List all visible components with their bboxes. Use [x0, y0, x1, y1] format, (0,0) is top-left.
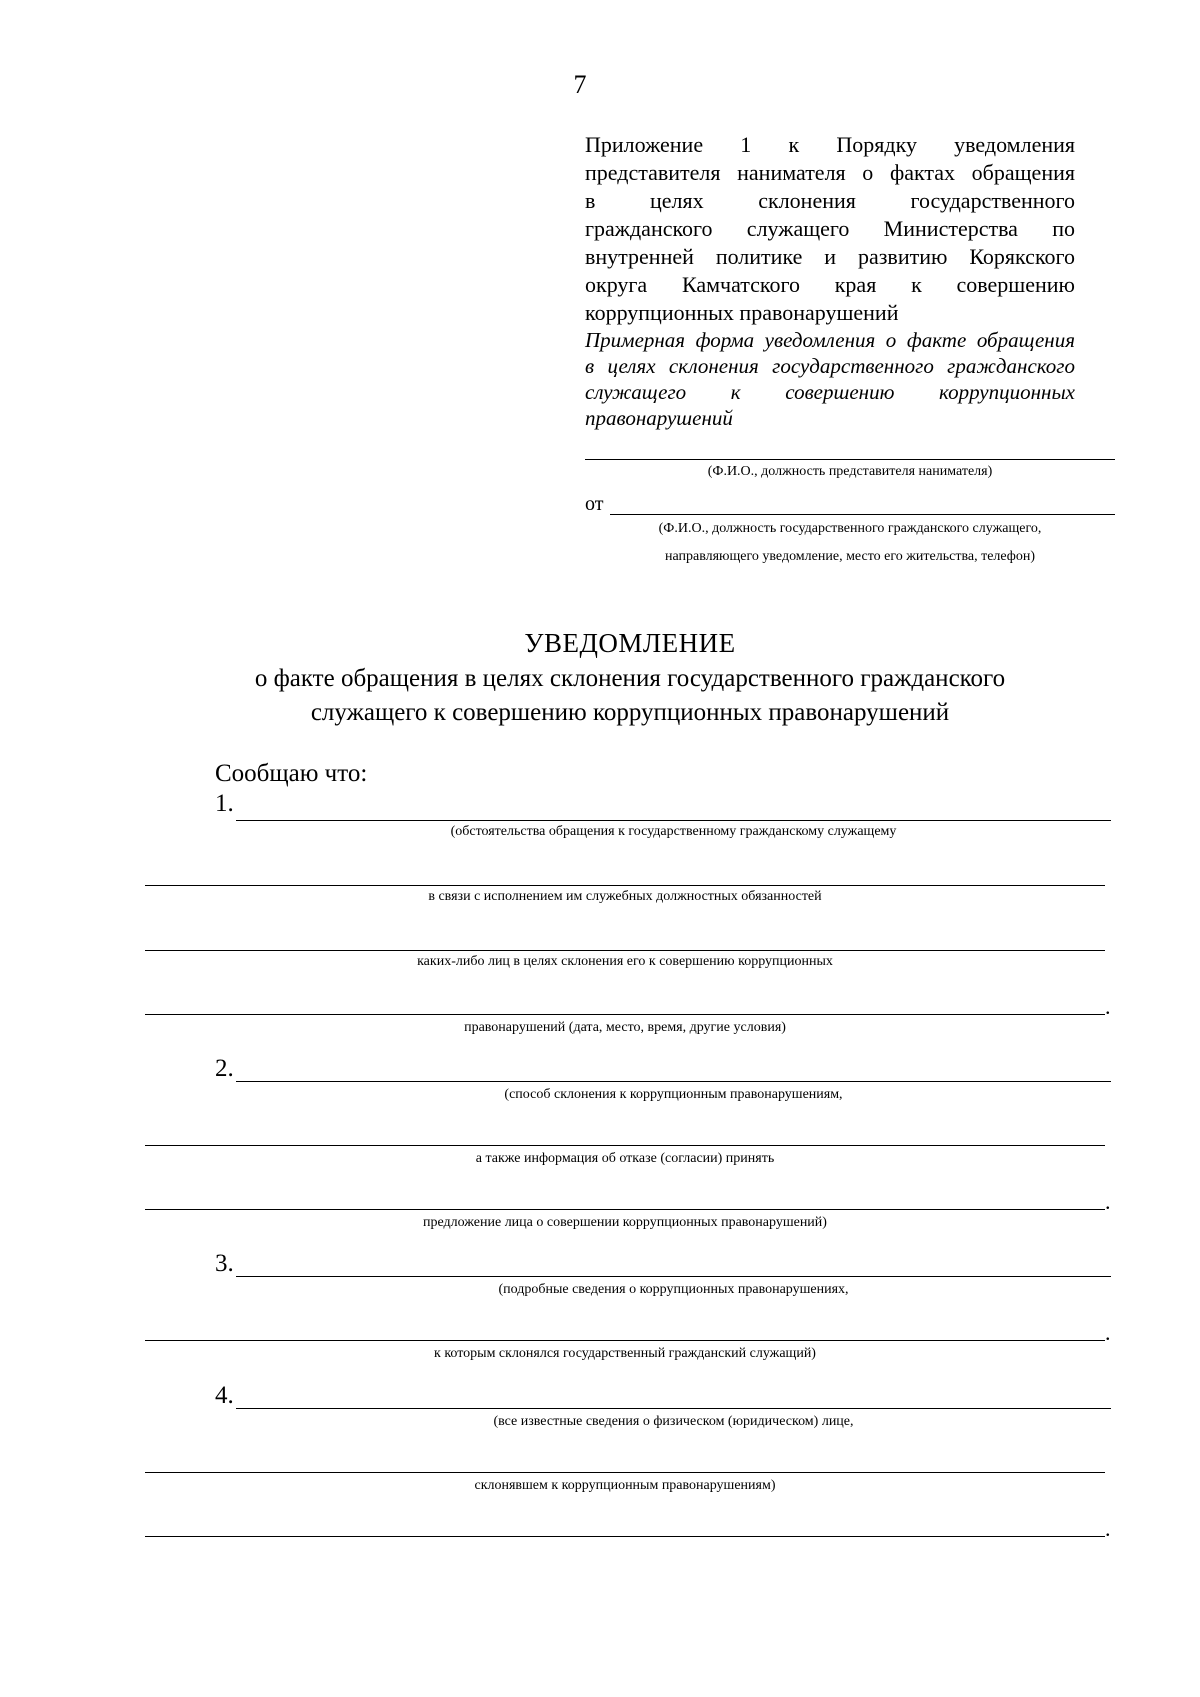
fill-line[interactable] — [236, 1276, 1111, 1277]
recipient-line[interactable] — [585, 459, 1115, 460]
sender-caption: направляющего уведомление, место его жительства, телефон) — [664, 549, 1036, 564]
item-number: 2. — [215, 1055, 234, 1082]
line-terminator: . — [1105, 994, 1111, 1019]
field-caption: (обстоятельства обращения к государственному гражданскому служащему — [450, 824, 897, 839]
appendix-line: представителя нанимателя о фактах обращения — [585, 160, 1075, 185]
field-caption: предложение лица о совершении коррупционных правонарушений) — [423, 1215, 827, 1230]
field-caption: правонарушений (дата, место, время, другие условия) — [464, 1020, 786, 1035]
item-number: 3. — [215, 1250, 234, 1277]
item-number: 1. — [215, 790, 234, 817]
appendix-line: Приложение 1 к Порядку уведомления — [585, 132, 1075, 157]
document-title: УВЕДОМЛЕНИЕ — [524, 628, 736, 658]
appendix-line: округа Камчатского края к совершению — [585, 272, 1075, 297]
item-number: 4. — [215, 1382, 234, 1409]
form-title-line: служащего к совершению коррупционных — [585, 380, 1075, 404]
fill-line[interactable] — [145, 1472, 1105, 1473]
appendix-line: коррупционных правонарушений — [585, 300, 899, 325]
subtitle-line: о факте обращения в целях склонения государственного гражданского — [254, 665, 1006, 692]
fill-line[interactable] — [145, 1340, 1105, 1341]
intro-text: Сообщаю что: — [215, 760, 368, 787]
field-caption: каких-либо лиц в целях склонения его к совершению коррупционных — [417, 954, 833, 969]
fill-line[interactable] — [236, 1408, 1111, 1409]
field-caption: склонявшем к коррупционным правонарушениям) — [474, 1478, 776, 1493]
document-subtitle — [0, 662, 1200, 730]
form-title-line: Примерная форма уведомления о факте обращения — [585, 328, 1075, 352]
appendix-line: внутренней политике и развитию Корякского — [585, 244, 1075, 269]
line-terminator: . — [1105, 1516, 1111, 1541]
form-title-line: в целях склонения государственного гражданского — [585, 354, 1075, 378]
line-terminator: . — [1105, 1320, 1111, 1345]
fill-line[interactable] — [145, 1014, 1105, 1015]
page-number: 7 — [573, 70, 587, 99]
fill-line[interactable] — [145, 1209, 1105, 1210]
subtitle-line: служащего к совершению коррупционных правонарушений — [310, 699, 950, 726]
field-caption: в связи с исполнением им служебных должностных обязанностей — [428, 889, 822, 904]
fill-line[interactable] — [145, 885, 1105, 886]
fill-line[interactable] — [236, 1081, 1111, 1082]
appendix-block — [585, 131, 1075, 431]
appendix-line: в целях склонения государственного — [585, 188, 1075, 213]
appendix-line: гражданского служащего Министерства по — [585, 216, 1075, 241]
from-label: от — [585, 493, 604, 515]
sender-line[interactable] — [610, 514, 1115, 515]
fill-line[interactable] — [145, 1536, 1105, 1537]
field-caption: (способ склонения к коррупционным правонарушениям, — [504, 1087, 843, 1102]
recipient-caption: (Ф.И.О., должность представителя нанимателя) — [707, 464, 993, 479]
field-caption: (подробные сведения о коррупционных правонарушениях, — [498, 1282, 849, 1297]
field-caption: (все известные сведения о физическом (юридическом) лице, — [493, 1414, 854, 1429]
field-caption: к которым склонялся государственный гражданский служащий) — [434, 1346, 816, 1361]
line-terminator: . — [1105, 1189, 1111, 1214]
sender-caption: (Ф.И.О., должность государственного гражданского служащего, — [658, 521, 1042, 536]
fill-line[interactable] — [145, 1145, 1105, 1146]
fill-line[interactable] — [236, 820, 1111, 821]
fill-line[interactable] — [145, 950, 1105, 951]
field-caption: а также информация об отказе (согласии) принять — [475, 1151, 775, 1166]
form-title-line: правонарушений — [585, 406, 733, 430]
